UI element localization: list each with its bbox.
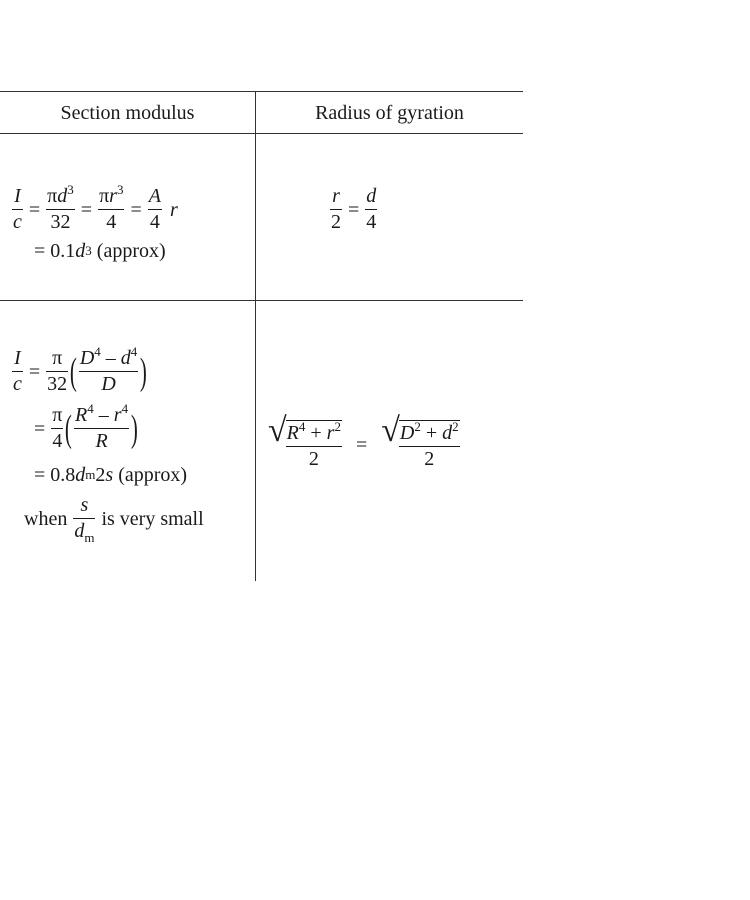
row-divider-rule	[0, 300, 523, 301]
fraction-pi-over-4: $\frac{\pi}{4}$	[52, 404, 63, 452]
row1-section-modulus-approx: = 0.1 d 3 (approx)	[34, 240, 166, 262]
right-paren: )	[130, 407, 138, 450]
fraction-pi-d3-over-32: $\frac{\pi d^3}{32}$	[47, 182, 74, 233]
fraction-R4-minus-r4-over-R: $\frac{R^4 - r^4}{R}$	[75, 401, 129, 452]
fraction-R4-plus-r2-over-2: $\frac{R^4 + r^2}{2}$	[286, 419, 341, 470]
row1-radius-of-gyration-formula: $\frac{r}{2}$ = $\frac{d}{4}$	[331, 185, 377, 233]
fraction-pi-over-32: $\frac{\pi}{32}$	[47, 347, 68, 395]
fraction-pi-r3-over-4: $\frac{\pi r^3}{4}$	[99, 182, 124, 233]
row2-section-modulus-approx: = 0.8 d m 2 s (approx)	[34, 464, 188, 486]
header-radius-of-gyration: Radius of gyration	[315, 102, 464, 124]
right-paren: )	[140, 350, 148, 393]
row2-section-modulus-condition: when $\frac{s}{d_m}$ is very small	[24, 494, 204, 545]
header-section-modulus: Section modulus	[60, 102, 195, 124]
row2-radius-of-gyration-formula: √ $\frac{R^4 + r^2}{2}$ = √ $\frac{D^2 + d^2}{2}$	[268, 412, 459, 470]
fraction-I-over-c: $\frac{I}{c}$	[13, 185, 22, 233]
row1-section-modulus-formula: $\frac{I}{c}$ = $\frac{\pi d^3}{32}$ = $\frac{\pi r^3}{4}$ = $\frac{A}{4}$ r	[13, 182, 178, 233]
sqrt-sign: √	[268, 412, 287, 449]
fraction-A-over-4: $\frac{A}{4}$	[148, 185, 161, 233]
fraction-s-over-dm: $\frac{s}{d_m}$	[74, 494, 95, 545]
sqrt-right	[381, 412, 459, 470]
fraction-D2-plus-d2-over-2: $\frac{D^2 + d^2}{2}$	[399, 419, 459, 470]
fraction-I-over-c: $\frac{I}{c}$	[13, 347, 22, 395]
fraction-d-over-4: $\frac{d}{4}$	[366, 185, 377, 233]
column-divider-rule	[255, 91, 256, 581]
row2-section-modulus-line1: $\frac{I}{c}$ = $\frac{\pi}{32}$ ( $\frac{D^4 - d^4}{D}$ )	[13, 344, 148, 395]
sqrt-sign: √	[381, 412, 400, 449]
sqrt-left	[268, 412, 342, 470]
left-paren: (	[70, 350, 77, 393]
left-paren: (	[65, 407, 73, 450]
row2-section-modulus-line2: = $\frac{\pi}{4}$ ( $\frac{R^4 - r^4}{R}$ )	[34, 401, 138, 452]
fraction-D4-minus-d4-over-D: $\frac{D^4 - d^4}{D}$	[79, 344, 138, 395]
fraction-r-over-2: $\frac{r}{2}$	[331, 185, 341, 233]
